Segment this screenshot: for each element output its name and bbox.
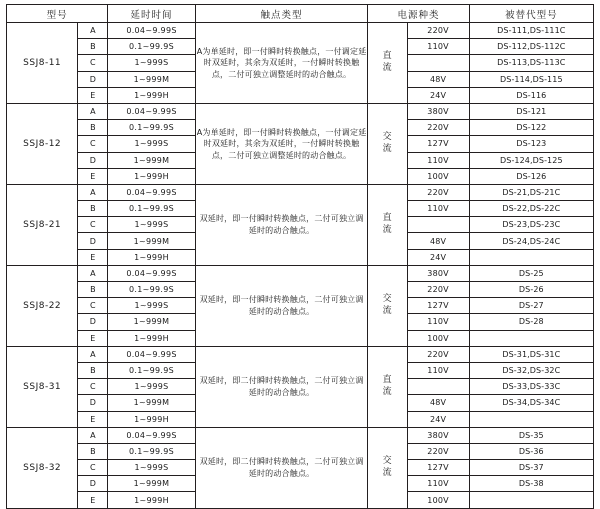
replaced-model-cell: DS-122 — [469, 120, 593, 136]
delay-time-cell: 1~999M — [108, 152, 195, 168]
replaced-model-cell — [469, 411, 593, 427]
power-kind-char: 直 — [382, 213, 393, 224]
code-cell: C — [78, 55, 108, 71]
voltage-cell: 127V — [407, 460, 469, 476]
voltage-cell: 24V — [407, 411, 469, 427]
code-cell: D — [78, 395, 108, 411]
voltage-cell: 380V — [407, 265, 469, 281]
contact-type-cell: 双延时，即二付瞬时转换触点，二付可独立调延时的动合触点。 — [195, 427, 368, 508]
delay-time-cell: 0.1~99.9S — [108, 201, 195, 217]
delay-time-cell: 0.04~9.99S — [108, 346, 195, 362]
power-kind-char: 流 — [382, 386, 393, 397]
code-cell: A — [78, 23, 108, 39]
power-kind-char: 流 — [382, 305, 393, 316]
header-delay-time: 延时时间 — [108, 5, 195, 23]
voltage-cell: 110V — [407, 201, 469, 217]
replaced-model-cell: DS-113,DS-113C — [469, 55, 593, 71]
replaced-model-cell — [469, 330, 593, 346]
replaced-model-cell: DS-22,DS-22C — [469, 201, 593, 217]
replaced-model-cell: DS-32,DS-32C — [469, 362, 593, 378]
contact-type-cell: 双延时，即二付瞬时转换触点，二付可独立调延时的动合触点。 — [195, 346, 368, 427]
voltage-cell: 48V — [407, 71, 469, 87]
code-cell: B — [78, 443, 108, 459]
replaced-model-cell: DS-34,DS-34C — [469, 395, 593, 411]
voltage-cell: 380V — [407, 103, 469, 119]
power-kind-cell — [368, 427, 407, 508]
replaced-model-cell: DS-33,DS-33C — [469, 379, 593, 395]
voltage-cell: 127V — [407, 298, 469, 314]
model-cell: SSJ8-22 — [7, 265, 78, 346]
voltage-cell: 100V — [407, 168, 469, 184]
power-kind-char: 交 — [382, 132, 393, 143]
delay-time-cell: 1~999S — [108, 136, 195, 152]
power-kind-cell — [368, 265, 407, 346]
delay-time-cell: 0.1~99.9S — [108, 362, 195, 378]
code-cell: B — [78, 39, 108, 55]
replaced-model-cell: DS-36 — [469, 443, 593, 459]
power-kind-char: 交 — [382, 294, 393, 305]
voltage-cell: 220V — [407, 346, 469, 362]
code-cell: E — [78, 249, 108, 265]
delay-time-cell: 0.1~99.9S — [108, 443, 195, 459]
code-cell: B — [78, 282, 108, 298]
delay-time-cell: 0.04~9.99S — [108, 427, 195, 443]
voltage-cell: 24V — [407, 249, 469, 265]
delay-time-cell: 0.1~99.9S — [108, 39, 195, 55]
delay-time-cell: 1~999H — [108, 168, 195, 184]
code-cell: D — [78, 314, 108, 330]
replaced-model-cell — [469, 249, 593, 265]
delay-time-cell: 0.04~9.99S — [108, 23, 195, 39]
replaced-model-cell: DS-24,DS-24C — [469, 233, 593, 249]
voltage-cell: 220V — [407, 443, 469, 459]
code-cell: C — [78, 298, 108, 314]
model-cell: SSJ8-11 — [7, 23, 78, 104]
delay-time-cell: 1~999H — [108, 330, 195, 346]
voltage-cell: 220V — [407, 120, 469, 136]
power-kind-cell — [368, 346, 407, 427]
header-replaced-model: 被替代型号 — [469, 5, 593, 23]
code-cell: E — [78, 330, 108, 346]
delay-time-cell: 0.04~9.99S — [108, 265, 195, 281]
voltage-cell: 110V — [407, 39, 469, 55]
contact-type-cell: 双延时，即一付瞬时转换触点，二付可独立调延时的动合触点。 — [195, 265, 368, 346]
delay-time-cell: 0.04~9.99S — [108, 103, 195, 119]
table-body — [7, 23, 594, 509]
voltage-cell: 220V — [407, 184, 469, 200]
table-row — [7, 23, 594, 39]
replaced-model-cell: DS-31,DS-31C — [469, 346, 593, 362]
power-kind-char: 直 — [382, 51, 393, 62]
replaced-model-cell: DS-124,DS-125 — [469, 152, 593, 168]
model-cell: SSJ8-12 — [7, 103, 78, 184]
delay-time-cell: 1~999S — [108, 55, 195, 71]
code-cell: B — [78, 120, 108, 136]
replaced-model-cell: DS-37 — [469, 460, 593, 476]
voltage-cell — [407, 55, 469, 71]
delay-time-cell: 0.04~9.99S — [108, 184, 195, 200]
replaced-model-cell: DS-35 — [469, 427, 593, 443]
replaced-model-cell: DS-25 — [469, 265, 593, 281]
replaced-model-cell: DS-27 — [469, 298, 593, 314]
voltage-cell: 110V — [407, 476, 469, 492]
header-contact-type: 触点类型 — [195, 5, 368, 23]
replaced-model-cell: DS-21,DS-21C — [469, 184, 593, 200]
code-cell: C — [78, 217, 108, 233]
voltage-cell: 380V — [407, 427, 469, 443]
replaced-model-cell: DS-121 — [469, 103, 593, 119]
voltage-cell: 220V — [407, 282, 469, 298]
voltage-cell: 220V — [407, 23, 469, 39]
code-cell: A — [78, 427, 108, 443]
delay-time-cell: 1~999S — [108, 379, 195, 395]
code-cell: B — [78, 201, 108, 217]
header-model: 型号 — [7, 5, 108, 23]
voltage-cell: 127V — [407, 136, 469, 152]
contact-type-cell: A为单延时，即一付瞬时转换触点，一付调定延时双延时，其余为双延时，一付瞬时转换触点，二付可独立调整延时的动合触点。 — [195, 103, 368, 184]
replaced-model-cell: DS-23,DS-23C — [469, 217, 593, 233]
table-row — [7, 265, 594, 281]
voltage-cell: 100V — [407, 330, 469, 346]
delay-time-cell: 1~999M — [108, 476, 195, 492]
model-cell: SSJ8-32 — [7, 427, 78, 508]
code-cell: A — [78, 184, 108, 200]
replaced-model-cell: DS-126 — [469, 168, 593, 184]
code-cell: D — [78, 71, 108, 87]
code-cell: A — [78, 265, 108, 281]
replaced-model-cell: DS-123 — [469, 136, 593, 152]
delay-time-cell: 1~999M — [108, 71, 195, 87]
delay-time-cell: 0.1~99.9S — [108, 282, 195, 298]
voltage-cell: 110V — [407, 362, 469, 378]
replaced-model-cell: DS-112,DS-112C — [469, 39, 593, 55]
code-cell: E — [78, 492, 108, 508]
contact-type-cell: 双延时，即一付瞬时转换触点，二付可独立调延时的动合触点。 — [195, 184, 368, 265]
replaced-model-cell: DS-111,DS-111C — [469, 23, 593, 39]
code-cell: B — [78, 362, 108, 378]
power-kind-char: 流 — [382, 62, 393, 73]
replaced-model-cell: DS-116 — [469, 87, 593, 103]
power-kind-char: 流 — [382, 224, 393, 235]
table-row — [7, 427, 594, 443]
delay-time-cell: 1~999H — [108, 249, 195, 265]
delay-time-cell: 1~999S — [108, 298, 195, 314]
delay-time-cell: 1~999H — [108, 492, 195, 508]
code-cell: C — [78, 379, 108, 395]
voltage-cell — [407, 217, 469, 233]
table-row — [7, 103, 594, 119]
specification-table — [6, 4, 594, 509]
voltage-cell: 48V — [407, 233, 469, 249]
power-kind-char: 直 — [382, 375, 393, 386]
voltage-cell — [407, 379, 469, 395]
delay-time-cell: 1~999S — [108, 217, 195, 233]
power-kind-cell — [368, 103, 407, 184]
code-cell: C — [78, 460, 108, 476]
table-header — [7, 5, 594, 23]
voltage-cell: 110V — [407, 314, 469, 330]
replaced-model-cell: DS-114,DS-115 — [469, 71, 593, 87]
delay-time-cell: 1~999M — [108, 233, 195, 249]
model-cell: SSJ8-21 — [7, 184, 78, 265]
code-cell: D — [78, 233, 108, 249]
code-cell: A — [78, 103, 108, 119]
delay-time-cell: 1~999M — [108, 395, 195, 411]
code-cell: D — [78, 476, 108, 492]
code-cell: C — [78, 136, 108, 152]
power-kind-cell — [368, 184, 407, 265]
contact-type-cell: A为单延时，即一付瞬时转换触点，一付调定延时双延时，其余为双延时，一付瞬时转换触点，二付可独立调整延时的动合触点。 — [195, 23, 368, 104]
voltage-cell: 24V — [407, 87, 469, 103]
model-cell: SSJ8-31 — [7, 346, 78, 427]
code-cell: A — [78, 346, 108, 362]
replaced-model-cell: DS-38 — [469, 476, 593, 492]
voltage-cell: 100V — [407, 492, 469, 508]
delay-time-cell: 1~999H — [108, 411, 195, 427]
delay-time-cell: 1~999H — [108, 87, 195, 103]
code-cell: D — [78, 152, 108, 168]
voltage-cell: 48V — [407, 395, 469, 411]
delay-time-cell: 1~999S — [108, 460, 195, 476]
replaced-model-cell — [469, 492, 593, 508]
delay-time-cell: 1~999M — [108, 314, 195, 330]
power-kind-char: 交 — [382, 455, 393, 466]
header-power-type: 电源种类 — [368, 5, 469, 23]
power-kind-char: 流 — [382, 143, 393, 154]
table-row — [7, 346, 594, 362]
power-kind-char: 流 — [382, 467, 393, 478]
replaced-model-cell: DS-26 — [469, 282, 593, 298]
code-cell: E — [78, 168, 108, 184]
header-row — [7, 5, 594, 23]
power-kind-cell — [368, 23, 407, 104]
table-row — [7, 184, 594, 200]
delay-time-cell: 0.1~99.9S — [108, 120, 195, 136]
code-cell: E — [78, 87, 108, 103]
voltage-cell: 110V — [407, 152, 469, 168]
replaced-model-cell: DS-28 — [469, 314, 593, 330]
code-cell: E — [78, 411, 108, 427]
